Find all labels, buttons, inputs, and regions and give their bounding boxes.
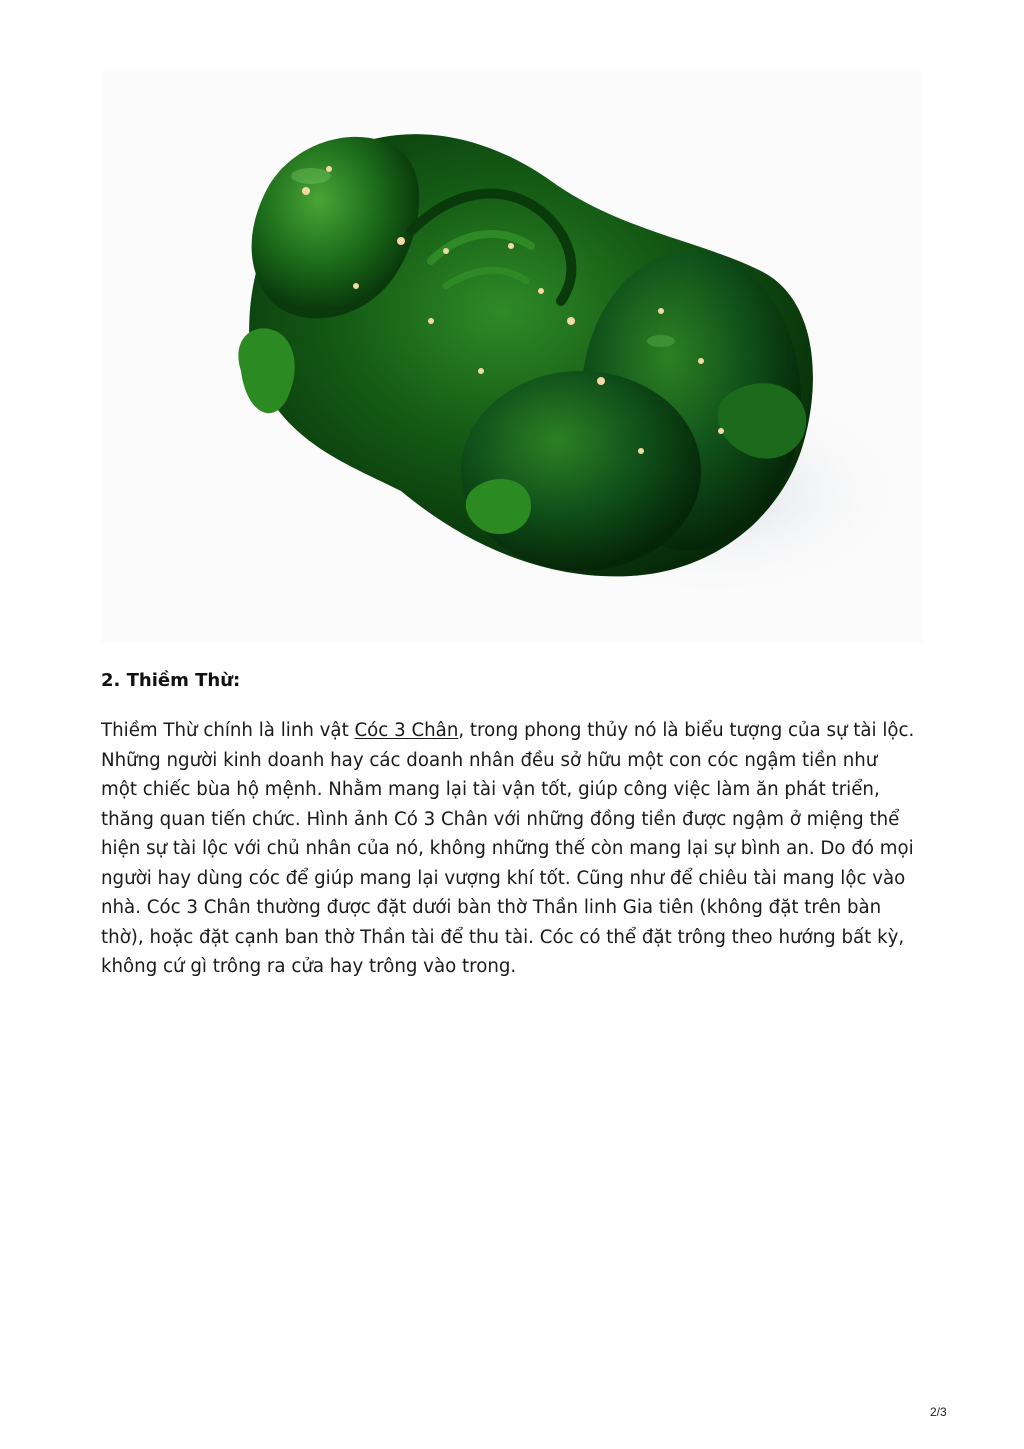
jade-toad-icon (101, 71, 923, 643)
section-heading: 2. Thiềm Thừ: (101, 670, 241, 691)
paragraph-text: Thiềm Thừ chính là linh vật (101, 720, 355, 741)
paragraph-line: thăng quan tiến chức. Hình ảnh Có 3 Chân với những đồng tiền được ngậm ở miệng thể (101, 808, 900, 830)
paragraph-line: hiện sự tài lộc với chủ nhân của nó, không những thế còn mang lại sự bình an. Do đó mọi (101, 838, 914, 859)
paragraph-line: nhà. Cóc 3 Chân thường được đặt dưới bàn thờ Thần linh Gia tiên (không đặt trên bàn (101, 897, 882, 918)
paragraph-line: thờ), hoặc đặt cạnh ban thờ Thần tài để thu tài. Cóc có thể đặt trông theo hướng bất kỳ, (101, 926, 905, 948)
jade-toad-photo (101, 71, 923, 643)
paragraph-text: , trong phong thủy nó là biểu tượng của sự tài lộc. (458, 720, 915, 741)
paragraph-line: Những người kinh doanh hay các doanh nhân đều sở hữu một con cóc ngậm tiền như (101, 749, 878, 771)
paragraph-line (101, 716, 931, 746)
body-paragraph (101, 716, 931, 982)
page-number: 2/3 (930, 1405, 947, 1419)
coc-3-chan-link[interactable]: Cóc 3 Chân (354, 720, 459, 741)
paragraph-line: không cứ gì trông ra cửa hay trông vào trong. (101, 956, 517, 977)
paragraph-line: người hay dùng cóc để giúp mang lại vượng khí tốt. Cũng như để chiêu tài mang lộc vào (101, 867, 906, 889)
paragraph-line: một chiếc bùa hộ mệnh. Nhằm mang lại tài vận tốt, giúp công việc làm ăn phát triển, (101, 779, 880, 800)
